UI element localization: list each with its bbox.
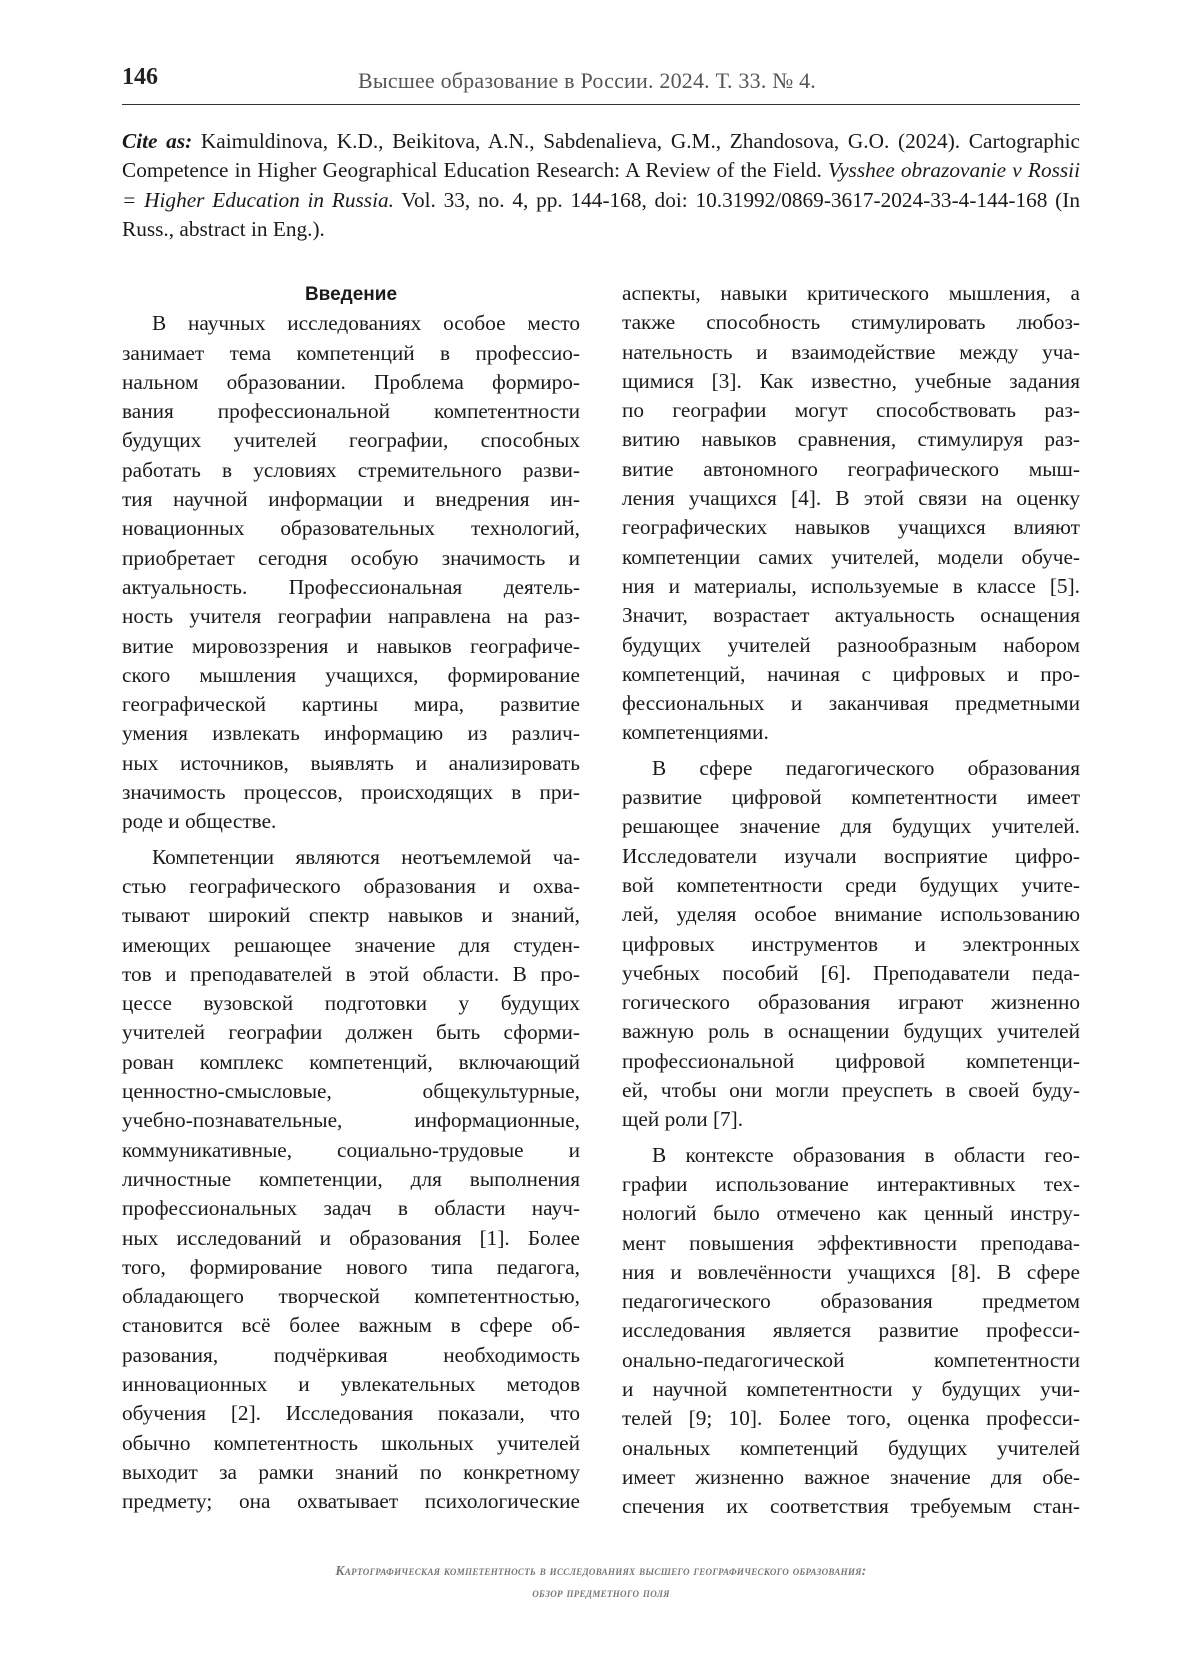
text-line: лей, уделяя особое внимание использованию [622, 902, 1080, 927]
text-line: щей роли [7]. [622, 1107, 744, 1132]
text-line: онально-педагогической компетентности [622, 1347, 1080, 1372]
citation-authors: Kaimuldinova, K.D., Beikitova, A.N., Sabdenalieva, G.M., Zhandosova, G.O. (2024). Cartographic Competence in Higher Geographical Education Research: A Review of the Field. [122, 129, 1080, 183]
text-line: актуальность. Профессиональная деятель- [122, 574, 580, 599]
text-line: важную роль в оснащении будущих учителей [622, 1019, 1080, 1044]
text-line: Компетенции являются неотъемлемой ча- [152, 844, 580, 869]
text-line: имеет жизненно важное значение для обе- [622, 1464, 1080, 1489]
section-heading: Введение [304, 284, 398, 305]
text-line: графии использование интерактивных тех- [622, 1171, 1080, 1196]
text-line: В научных исследованиях особое место [152, 311, 580, 336]
text-line: компетенции самих учителей, модели обуче- [622, 544, 1080, 569]
text-line: по географии могут способствовать раз- [622, 398, 1080, 423]
text-line: стью географического образования и охва- [122, 873, 580, 898]
text-line: ей, чтобы они могли преуспеть в своей буду- [622, 1078, 1080, 1103]
text-line: нательность и взаимодействие между уча- [622, 339, 1080, 364]
text-line: имеющих решающее значение для студен- [122, 932, 580, 957]
text-line: ность учителя географии направлена на раз- [122, 604, 580, 629]
text-line: мент повышения эффективности преподава- [622, 1230, 1080, 1255]
text-line: аспекты, навыки критического мышления, а [622, 281, 1080, 305]
text-line: вания профессиональной компетентности [122, 399, 580, 424]
text-line: учебно-познавательные, информационные, [122, 1108, 580, 1133]
footer-title-line-2: обзор предметного поля [532, 1585, 670, 1600]
text-line: учителей географии должен быть сформи- [122, 1020, 580, 1045]
text-line: инновационных и увлекательных методов [122, 1371, 580, 1396]
text-line: ления учащихся [4]. В этой связи на оценку [622, 486, 1080, 511]
text-line: становится всё более важным в сфере об- [122, 1313, 580, 1338]
text-line: приобретает сегодня особую значимость и [122, 545, 580, 570]
text-line: щимися [3]. Как известно, учебные задания [622, 368, 1080, 393]
journal-running-head: Высшее образование в России. 2024. Т. 33. № 4. [358, 68, 817, 93]
text-line: новационных образовательных технологий, [122, 516, 580, 541]
citation-journal: Vysshee obrazovanie v Rossii = Higher Education in Russia. [122, 158, 1080, 212]
text-line: витию навыков сравнения, стимулируя раз- [622, 427, 1080, 452]
text-line: личностные компетенции, для выполнения [122, 1166, 580, 1191]
text-line: выходит за рамки знаний по конкретному [122, 1459, 580, 1484]
right-column [622, 279, 1080, 1521]
text-line: ского мышления учащихся, формирование [122, 662, 580, 687]
footer-title-line-1: Картографическая компетентность в исследованиях высшего географического образования: [335, 1563, 867, 1578]
text-line: коммуникативные, социально-трудовые и [122, 1137, 580, 1162]
text-line: Исследователи изучали восприятие цифро- [622, 843, 1080, 868]
text-line: ных исследований и образования [1]. Более [122, 1225, 580, 1250]
text-line: фессиональных и заканчивая предметными [622, 691, 1080, 716]
text-line: В сфере педагогического образования [652, 755, 1080, 780]
text-line: профессиональной цифровой компетенци- [622, 1048, 1080, 1073]
text-line: телей [9; 10]. Более того, оценка професси- [622, 1406, 1080, 1431]
text-line: В контексте образования в области гео- [652, 1142, 1080, 1167]
text-line: компетенциями. [622, 720, 769, 745]
text-line: обычно компетентность школьных учителей [122, 1430, 580, 1455]
text-line: работать в условиях стремительного разви- [122, 457, 580, 482]
text-line: рован комплекс компетенций, включающий [122, 1049, 580, 1074]
text-line: цифровых инструментов и электронных [622, 931, 1080, 956]
text-line: ния и материалы, используемые в классе [5]. [622, 573, 1080, 598]
text-line: ценностно-смысловые, общекультурные, [122, 1079, 580, 1104]
running-footer [122, 1560, 1080, 1604]
text-line: занимает тема компетенций в профессио- [122, 340, 580, 365]
text-line: значимость процессов, происходящих в при- [122, 780, 580, 805]
text-line: обладающего творческой компетентностью, [122, 1284, 580, 1309]
text-line: ных источников, выявлять и анализировать [122, 750, 580, 775]
text-line: тывают широкий спектр навыков и знаний, [122, 903, 580, 928]
text-line: будущих учителей географии, способных [122, 428, 580, 453]
text-line: учебных пособий [6]. Преподаватели педа- [622, 960, 1080, 985]
citation-block [122, 127, 1080, 244]
text-line: исследования является развитие професси- [622, 1318, 1080, 1343]
page-number: 146 [122, 64, 158, 90]
text-line: умения извлекать информацию из различ- [122, 721, 580, 746]
text-line: географической картины мира, развитие [122, 692, 580, 717]
text-line: витие мировоззрения и навыков географиче- [122, 633, 580, 658]
text-line: также способность стимулировать любоз- [622, 310, 1080, 335]
text-line: гогического образования играют жизненно [622, 990, 1080, 1015]
text-line: спечения их соответствия требуемым стан- [622, 1494, 1080, 1519]
text-line: тов и преподавателей в этой области. В про- [122, 961, 580, 986]
text-line: будущих учителей разнообразным набором [622, 632, 1080, 657]
text-line: географических навыков учащихся влияют [622, 515, 1080, 540]
text-line: профессиональных задач в области науч- [122, 1196, 580, 1221]
text-line: того, формирование нового типа педагога, [122, 1254, 580, 1279]
text-line: обучения [2]. Исследования показали, что [122, 1401, 580, 1426]
text-line: ния и вовлечённости учащихся [8]. В сфере [622, 1259, 1080, 1284]
text-line: разования, подчёркивая необходимость [122, 1342, 580, 1367]
left-column [122, 280, 580, 1516]
citation-label: Cite as: [122, 129, 193, 153]
text-line: роде и обществе. [122, 809, 277, 834]
text-line: Значит, возрастает актуальность оснащения [622, 603, 1080, 628]
text-line: цессе вузовской подготовки у будущих [122, 991, 580, 1016]
text-line: и научной компетентности у будущих учи- [622, 1376, 1080, 1401]
text-line: тия научной информации и внедрения ин- [122, 487, 580, 512]
text-line: предмету; она охватывает психологические [122, 1489, 580, 1514]
text-line: нальном образовании. Проблема формиро- [122, 369, 580, 394]
text-line: витие автономного географического мыш- [622, 456, 1080, 481]
text-line: развитие цифровой компетентности имеет [622, 785, 1080, 810]
text-line: нологий было отмечено как ценный инстру- [622, 1201, 1080, 1226]
text-line: вой компетентности среди будущих учите- [622, 872, 1080, 897]
text-line: компетенций, начиная с цифровых и про- [622, 661, 1080, 686]
text-line: педагогического образования предметом [622, 1289, 1080, 1314]
text-line: ональных компетенций будущих учителей [622, 1435, 1080, 1460]
running-header [122, 58, 1080, 105]
text-line: решающее значение для будущих учителей. [622, 814, 1080, 839]
citation-details: Vol. 33, no. 4, pp. 144-168, doi: 10.31992/0869-3617-2024-33-4-144-168 (In Russ., abstract in Eng.). [122, 187, 1080, 241]
